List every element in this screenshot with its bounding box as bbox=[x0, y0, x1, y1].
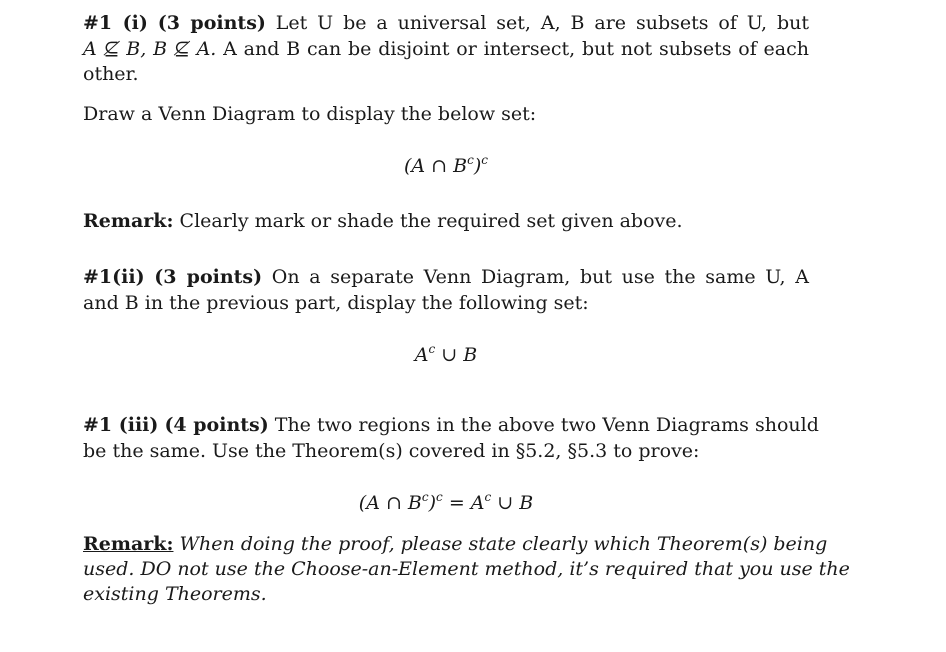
q1i-line-3 bbox=[83, 61, 809, 87]
q1i-points: (3 points) bbox=[157, 12, 266, 34]
q1ii-line-2 bbox=[83, 290, 809, 316]
q1iii-formula-sup-2: c bbox=[436, 490, 443, 504]
q1iii-line-2-text: be the same. Use the Theorem(s) covered in §5.2, §5.3 to prove: bbox=[83, 440, 700, 462]
q1i-line-2-text: A and B can be disjoint or intersect, but not subsets of each bbox=[223, 38, 810, 60]
q1iii-formula-close: ) bbox=[428, 492, 437, 514]
q1i-math-a-not-subset-b: A ⊈ B, bbox=[83, 38, 147, 60]
q1iii-remark-label: Remark: bbox=[83, 533, 174, 555]
q1i-formula bbox=[83, 147, 809, 179]
q1i-formula-sup-1: c bbox=[467, 153, 474, 167]
q1iii-formula bbox=[83, 484, 809, 516]
q1i-remark-text: Clearly mark or shade the required set given above. bbox=[179, 210, 683, 232]
q1i-instruction bbox=[83, 101, 809, 127]
q1i-math-b-not-subset-a: B ⊈ A. bbox=[153, 38, 217, 60]
q1iii-formula-left: (A ∩ B bbox=[358, 492, 422, 514]
q1ii-points: (3 points) bbox=[154, 266, 263, 288]
q1ii-formula bbox=[83, 336, 809, 368]
q1iii-remark-text-3: existing Theorems. bbox=[83, 583, 267, 605]
q1iii-label: #1 (iii) bbox=[83, 414, 159, 436]
q1ii-line-1-end: A bbox=[795, 266, 809, 288]
q1iii-remark-line-2 bbox=[83, 556, 850, 582]
q1iii-formula-sup-3: c bbox=[484, 490, 492, 504]
q1ii-formula-sup: c bbox=[428, 342, 436, 356]
q1iii-remark-text-2: used. DO not use the Choose-an-Element method, it’s required that you use the bbox=[83, 558, 850, 580]
q1i-remark bbox=[83, 208, 809, 234]
q1i-formula-close: ) bbox=[473, 155, 482, 177]
q1i-remark-label: Remark: bbox=[83, 210, 174, 232]
q1iii-formula-rest: ∪ B bbox=[497, 492, 534, 514]
q1i-label: #1 (i) bbox=[83, 12, 148, 34]
q1ii-line-1 bbox=[83, 264, 809, 290]
q1iii-remark-text-1: When doing the proof, please state clearly which Theorem(s) being bbox=[179, 533, 828, 555]
q1i-formula-sup-2: c bbox=[481, 153, 488, 167]
q1ii-label: #1(ii) bbox=[83, 266, 145, 288]
q1iii-formula-eq: = A bbox=[448, 492, 485, 514]
q1ii-line-2-text: and B in the previous part, display the following set: bbox=[83, 292, 589, 314]
q1i-line-2 bbox=[83, 36, 809, 62]
q1i-line-1 bbox=[83, 10, 809, 36]
q1iii-line-1 bbox=[83, 412, 819, 438]
q1iii-points: (4 points) bbox=[164, 414, 269, 436]
q1i-line-3-text: other. bbox=[83, 63, 139, 85]
q1ii-formula-rest: ∪ B bbox=[441, 344, 478, 366]
q1iii-remark-line-3 bbox=[83, 581, 809, 607]
q1i-formula-main: (A ∩ B bbox=[404, 155, 468, 177]
q1iii-formula-sup-1: c bbox=[421, 490, 429, 504]
q1ii-intro-text: On a separate Venn Diagram, but use the same U, bbox=[271, 266, 786, 288]
q1iii-intro-text: The two regions in the above two Venn Diagrams should bbox=[274, 414, 819, 436]
q1ii-formula-a: A bbox=[414, 344, 429, 366]
q1i-intro-text: Let U be a universal set, A, B are subsets of U, but bbox=[275, 12, 810, 34]
q1i-instruction-text: Draw a Venn Diagram to display the below set: bbox=[83, 103, 537, 125]
q1iii-remark-line-1 bbox=[83, 531, 828, 557]
q1iii-line-2 bbox=[83, 438, 809, 464]
